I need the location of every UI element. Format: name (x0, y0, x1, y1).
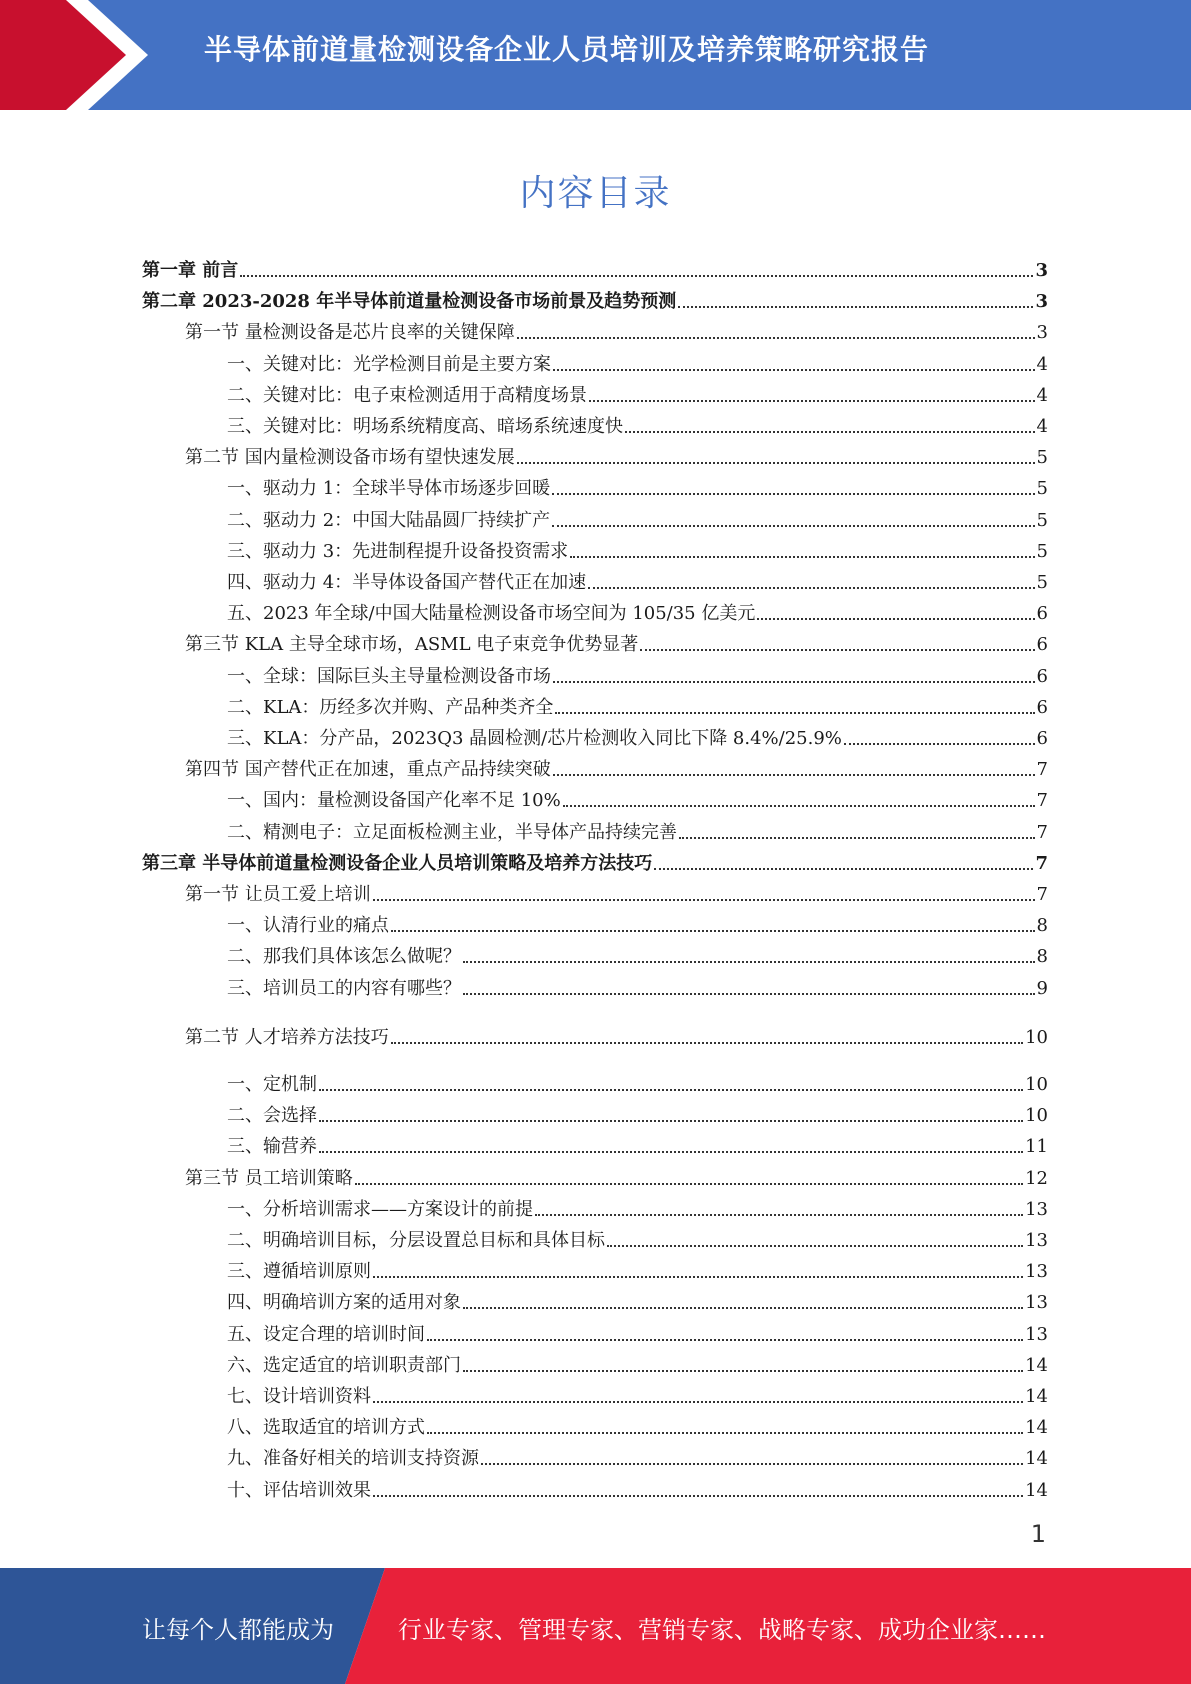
toc-dot-leader (373, 898, 1035, 901)
toc-dot-leader (319, 1119, 1023, 1122)
toc-dot-leader (553, 773, 1035, 776)
toc-entry-page: 6 (1036, 634, 1048, 656)
toc-entry-page: 4 (1036, 353, 1048, 375)
toc-entry-label: 三、输营养 (227, 1136, 317, 1158)
toc-entry-page: 14 (1025, 1386, 1048, 1407)
toc-entry-label: 一、定机制 (227, 1074, 317, 1095)
toc-entry[interactable] (142, 254, 1048, 282)
toc-entry[interactable] (185, 316, 1048, 344)
toc-entry-page: 3 (1035, 291, 1048, 313)
header-banner (0, 0, 1191, 110)
toc-entry-label: 三、关键对比：明场系统精度高、暗场系统速度快 (227, 416, 623, 437)
toc-entry-page: 4 (1036, 384, 1048, 406)
toc-dot-leader (607, 1244, 1023, 1247)
toc-entry-label: 一、驱动力 1：全球半导体市场逐步回暖 (227, 478, 551, 500)
toc-entry[interactable] (227, 379, 1048, 407)
toc-entry[interactable] (227, 1193, 1048, 1221)
toc-entry-label: 十、评估培训效果 (227, 1479, 371, 1501)
toc-entry[interactable] (227, 504, 1048, 532)
toc-entry[interactable] (227, 816, 1048, 844)
toc-dot-leader (570, 555, 1034, 558)
toc-entry-page: 5 (1036, 572, 1048, 593)
toc-dot-leader (553, 368, 1035, 371)
toc-entry[interactable] (227, 660, 1048, 688)
toc-dot-leader (844, 742, 1035, 745)
toc-entry[interactable] (227, 909, 1048, 937)
toc-entry[interactable] (227, 972, 1048, 1000)
footer-slogan-right: 行业专家、管理专家、营销专家、战略专家、成功企业家…… (398, 1616, 1046, 1644)
toc-entry[interactable] (227, 1380, 1048, 1408)
toc-entry-page: 3 (1035, 260, 1048, 281)
toc-entry-label: 六、选定适宜的培训职责部门 (227, 1354, 461, 1376)
toc-entry[interactable] (227, 1255, 1048, 1283)
toc-dot-leader (535, 1213, 1023, 1216)
toc-dot-leader (240, 274, 1033, 277)
toc-dot-leader (552, 492, 1034, 495)
toc-dot-leader (588, 586, 1034, 589)
toc-entry-label: 九、准备好相关的培训支持资源 (227, 1448, 479, 1470)
toc-entry-label: 第一节 量检测设备是芯片良率的关键保障 (185, 322, 515, 344)
toc-entry[interactable] (227, 1224, 1048, 1252)
toc-dot-leader (555, 711, 1034, 714)
toc-dot-leader (373, 1275, 1023, 1278)
toc-entry-page: 7 (1036, 790, 1048, 812)
toc-entry[interactable] (185, 441, 1048, 469)
toc-dot-leader (373, 1494, 1023, 1497)
footer-banner (0, 1568, 1191, 1684)
toc-dot-leader (463, 992, 1035, 995)
toc-entry-page: 13 (1025, 1323, 1048, 1345)
toc-entry-page: 9 (1036, 977, 1048, 999)
toc-entry-page: 8 (1036, 946, 1048, 968)
toc-dot-leader (355, 1182, 1023, 1185)
toc-entry-label: 二、KLA：历经多次并购、产品种类齐全 (227, 696, 554, 718)
toc-entry-label: 第二章 2023-2028 年半导体前道量检测设备市场前景及趋势预测 (142, 291, 677, 313)
header-title: 半导体前道量检测设备企业人员培训及培养策略研究报告 (204, 33, 930, 66)
toc-entry[interactable] (227, 1099, 1048, 1127)
toc-entry[interactable] (227, 940, 1048, 968)
toc-entry[interactable] (227, 722, 1048, 750)
toc-entry-page: 5 (1036, 509, 1048, 531)
toc-entry-label: 一、国内：量检测设备国产化率不足 10% (227, 790, 561, 812)
toc-entry[interactable] (227, 348, 1048, 376)
toc-entry-page: 6 (1036, 665, 1048, 687)
toc-entry-page: 14 (1025, 1417, 1048, 1439)
toc-entry[interactable] (185, 1021, 1048, 1049)
toc-entry-label: 一、关键对比：光学检测目前是主要方案 (227, 353, 551, 375)
toc-entry[interactable] (185, 878, 1048, 906)
toc-entry[interactable] (227, 1349, 1048, 1377)
toc-entry-page: 10 (1025, 1074, 1048, 1095)
toc-entry[interactable] (142, 847, 1048, 875)
toc-entry-page: 12 (1025, 1167, 1048, 1189)
toc-dot-leader (625, 430, 1035, 433)
toc-dot-leader (517, 336, 1035, 339)
toc-entry-label: 三、遵循培训原则 (227, 1261, 371, 1283)
toc-entry-label: 一、认清行业的痛点 (227, 915, 389, 937)
toc-dot-leader (481, 1462, 1023, 1465)
toc-dot-leader (463, 1306, 1023, 1309)
toc-entry-label: 三、KLA：分产品，2023Q3 晶圆检测/芯片检测收入同比下降 8.4%/25.9% (227, 728, 842, 749)
toc-entry-label: 第四节 国产替代正在加速，重点产品持续突破 (185, 759, 551, 781)
toc-entry[interactable] (227, 566, 1048, 594)
toc-entry-label: 二、精测电子：立足面板检测主业，半导体产品持续完善 (227, 821, 677, 843)
toc-entry-page: 5 (1036, 478, 1048, 500)
toc-dot-leader (463, 1369, 1023, 1372)
toc-dot-leader (679, 836, 1035, 839)
toc-entry-page: 6 (1036, 696, 1048, 718)
toc-entry-page: 7 (1035, 852, 1048, 874)
toc-entry-label: 二、明确培训目标，分层设置总目标和具体目标 (227, 1230, 605, 1251)
toc-entry-page: 13 (1025, 1230, 1048, 1251)
toc-entry-label: 第一章 前言 (142, 260, 239, 281)
toc-entry[interactable] (227, 597, 1048, 625)
toc-entry-label: 四、驱动力 4：半导体设备国产替代正在加速 (227, 572, 587, 593)
toc-entry-label: 二、会选择 (227, 1105, 317, 1127)
toc-entry-page: 11 (1025, 1136, 1048, 1158)
toc-entry[interactable] (227, 535, 1048, 563)
toc-entry-label: 三、培训员工的内容有哪些？ (227, 977, 461, 999)
toc-entry-page: 5 (1036, 447, 1048, 469)
toc-entry[interactable] (227, 1474, 1048, 1502)
toc-dot-leader (654, 867, 1033, 870)
toc-entry-label: 四、明确培训方案的适用对象 (227, 1292, 461, 1314)
toc-entry-label: 第二节 国内量检测设备市场有望快速发展 (185, 447, 515, 469)
toc-entry[interactable] (227, 410, 1048, 438)
toc-entry-page: 5 (1036, 540, 1048, 562)
toc-entry[interactable] (227, 1442, 1048, 1470)
toc-entry[interactable] (227, 1286, 1048, 1314)
toc-entry-page: 7 (1036, 884, 1048, 905)
toc-dot-leader (373, 1400, 1023, 1403)
toc-entry-label: 第三章 半导体前道量检测设备企业人员培训策略及培养方法技巧 (142, 852, 653, 874)
toc-entry-page: 3 (1036, 322, 1048, 344)
toc-dot-leader (640, 648, 1034, 651)
toc-entry-label: 五、设定合理的培训时间 (227, 1323, 425, 1345)
toc-dot-leader (319, 1088, 1023, 1091)
toc-entry-page: 4 (1036, 416, 1048, 437)
toc-entry[interactable] (227, 784, 1048, 812)
toc-dot-leader (553, 680, 1035, 683)
toc-entry-label: 第一节 让员工爱上培训 (185, 884, 371, 905)
toc-entry[interactable] (185, 1162, 1048, 1190)
toc-entry-page: 13 (1025, 1198, 1048, 1220)
toc-dot-leader (589, 399, 1035, 402)
page-number: 1 (1030, 1520, 1046, 1548)
toc-entry-label: 三、驱动力 3：先进制程提升设备投资需求 (227, 540, 569, 562)
toc-entry[interactable] (185, 753, 1048, 781)
toc-entry-page: 6 (1036, 603, 1048, 625)
toc-dot-leader (563, 804, 1035, 807)
toc-entry[interactable] (227, 1411, 1048, 1439)
toc-dot-leader (391, 929, 1035, 932)
toc-entry-page: 14 (1025, 1354, 1048, 1376)
toc-entry[interactable] (142, 285, 1048, 313)
toc-dot-leader (517, 461, 1035, 464)
toc-entry[interactable] (227, 1130, 1048, 1158)
toc-entry[interactable] (185, 628, 1048, 656)
toc-dot-leader (463, 960, 1035, 963)
toc-dot-leader (427, 1338, 1023, 1341)
footer-slogan-left: 让每个人都能成为 (142, 1616, 334, 1644)
toc-entry-page: 14 (1025, 1448, 1048, 1470)
toc-dot-leader (319, 1150, 1023, 1153)
toc-entry-label: 第三节 KLA 主导全球市场，ASML 电子束竞争优势显著 (185, 634, 639, 656)
toc-entry-page: 6 (1036, 728, 1048, 749)
toc-entry-label: 八、选取适宜的培训方式 (227, 1417, 425, 1439)
header-arrow-icon (0, 0, 200, 110)
toc-title: 内容目录 (519, 173, 672, 214)
toc-dot-leader (391, 1041, 1023, 1044)
toc-entry-label: 七、设计培训资料 (227, 1386, 371, 1407)
toc-dot-leader (678, 305, 1033, 308)
toc-entry-page: 10 (1025, 1026, 1048, 1048)
toc-entry-label: 五、2023 年全球/中国大陆量检测设备市场空间为 105/35 亿美元 (227, 603, 756, 625)
toc-entry-label: 一、全球：国际巨头主导量检测设备市场 (227, 665, 551, 687)
toc-entry-label: 一、分析培训需求——方案设计的前提 (227, 1198, 533, 1220)
toc-entry-page: 7 (1036, 821, 1048, 843)
toc-entry-page: 14 (1025, 1479, 1048, 1501)
toc-entry-page: 7 (1036, 759, 1048, 781)
toc-entry-page: 8 (1036, 915, 1048, 937)
toc-entry-label: 二、那我们具体该怎么做呢？ (227, 946, 461, 968)
toc-entry[interactable] (227, 472, 1048, 500)
toc-entry-page: 13 (1025, 1292, 1048, 1314)
toc-dot-leader (757, 617, 1034, 620)
toc-entry[interactable] (227, 1318, 1048, 1346)
toc-entry-page: 10 (1025, 1105, 1048, 1127)
toc-entry-label: 第二节 人才培养方法技巧 (185, 1026, 389, 1048)
toc-entry-label: 二、驱动力 2：中国大陆晶圆厂持续扩产 (227, 509, 551, 531)
toc-dot-leader (552, 524, 1034, 527)
toc-dot-leader (427, 1431, 1023, 1434)
toc-entry-label: 二、关键对比：电子束检测适用于高精度场景 (227, 384, 587, 406)
toc-entry-page: 13 (1025, 1261, 1048, 1283)
toc-entry[interactable] (227, 1068, 1048, 1096)
toc-entry-label: 第三节 员工培训策略 (185, 1167, 353, 1189)
toc-entry[interactable] (227, 691, 1048, 719)
